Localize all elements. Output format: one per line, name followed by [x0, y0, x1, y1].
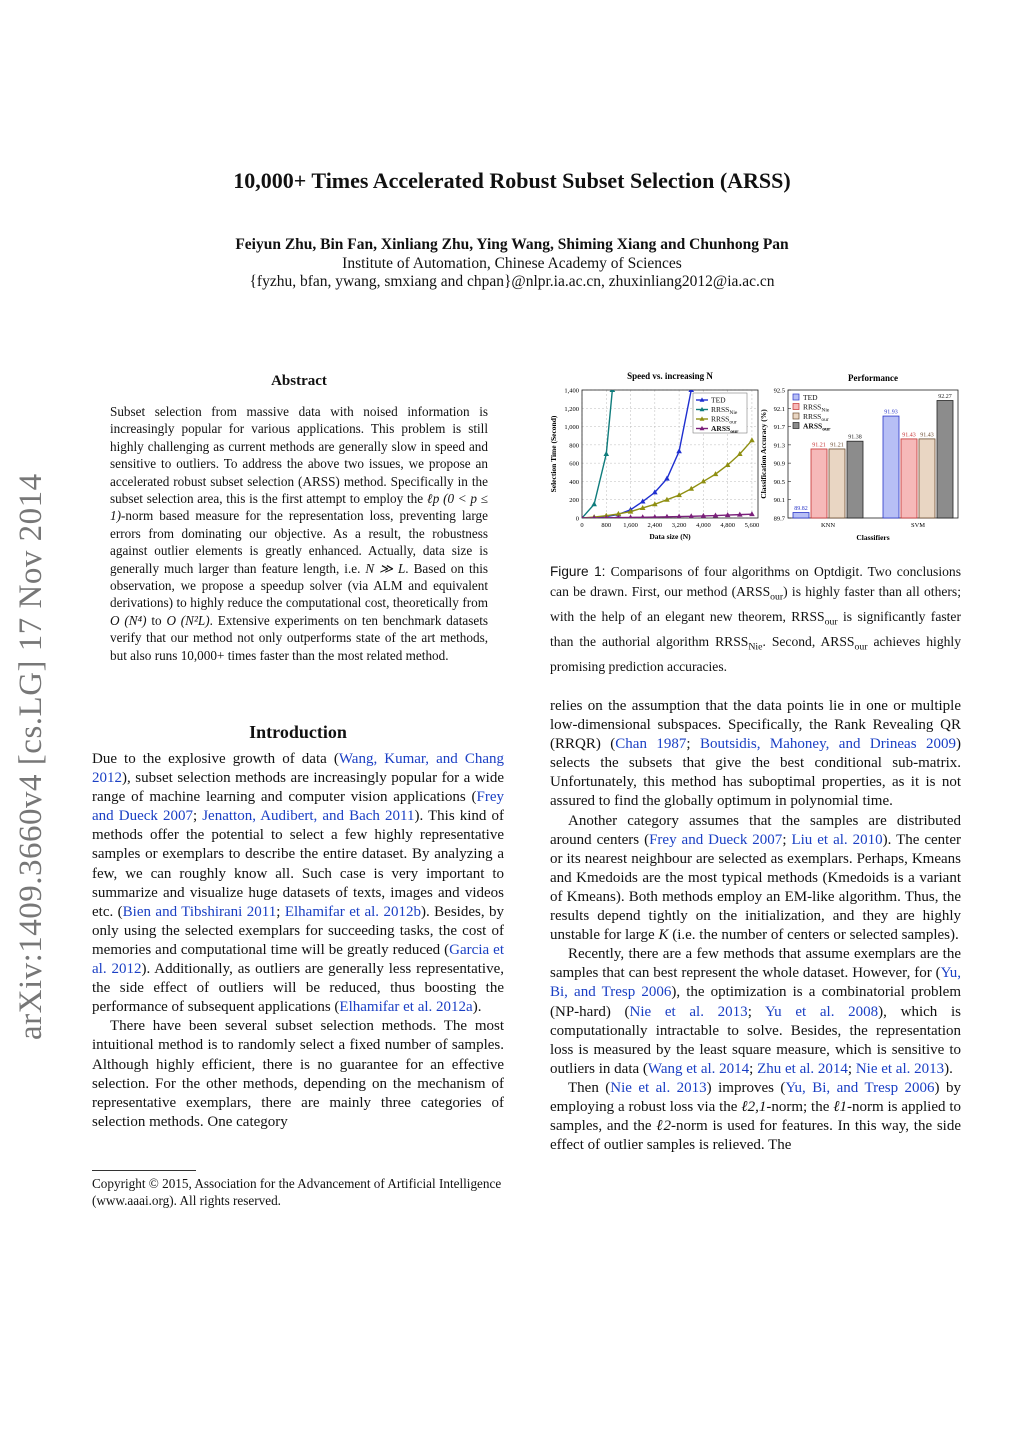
math-l1: ℓ1 — [833, 1098, 848, 1115]
citation-link[interactable]: Wang et al. 2014 — [647, 1060, 750, 1077]
introduction-heading: Introduction — [249, 722, 347, 742]
right-paragraph-1: relies on the assumption that the data points lie in one or multiple low-dimensional subspaces. Specifically, the Rank Revealing QR (RRQR) (Chan 1987; Boutsidis, Mahoney, and Drineas 2009) selects the subsets that give the best conditional sub-matrix. Unfortunately, this method has suboptimal properties, as it is not assured to find the globally optimum in polynomial time. — [550, 698, 961, 810]
right-column-body — [550, 697, 961, 1155]
citation-link[interactable]: Nie et al. 2013 — [855, 1060, 945, 1077]
right-paragraph-2: Another category assumes that the samples are distributed around centers (Frey and Dueck 2007; Liu et al. 2010). The center or its nearest neighbour are selected as exemplars. Perhaps, Kmeans and Kmedoids are the most typical methods (Kmedoids is a variant of Kmeans). Both methods employ an EM-like algorithm. Thus, the results depend tightly on the initialization, and they are highly unstable for large K (i.e. the number of centers or selected samples). — [550, 812, 962, 944]
bar-value-label: 91.21 — [812, 442, 826, 449]
legend-swatch — [793, 423, 799, 429]
introduction-body — [92, 750, 504, 1132]
legend-label: $ARSS_{our}$ — [711, 424, 739, 435]
x-tick-label: 2,400 — [647, 522, 663, 529]
y-axis-label: Selection Time (Second) — [549, 415, 558, 493]
intro-paragraph-2: There have been several subset selection methods. The most intuitional method is to randomly select a fixed number of samples. Although highly efficient, there is no guarantee for an effective selection. For the other methods, depending on the mechanism of representative exemplars, there are mainly three categories of selection methods. One category — [92, 1018, 504, 1130]
legend-label: $RRSS_{Nie}$ — [711, 405, 738, 416]
y-tick-label: 1,400 — [564, 387, 579, 395]
bar-value-label: 89.82 — [794, 506, 808, 513]
citation-link[interactable]: Yu, Bi, and Tresp 2006 — [785, 1079, 935, 1096]
citation-link[interactable]: Yu et al. 2008 — [765, 1003, 879, 1020]
x-category-label: SVM — [910, 522, 926, 529]
abstract-heading: Abstract — [271, 373, 327, 389]
y-tick-label: 92.5 — [773, 387, 785, 395]
bar — [811, 449, 827, 518]
bar-value-label: 91.38 — [848, 434, 862, 441]
math-lp: ℓp (0 < p ≤ 1) — [110, 491, 488, 524]
performance-bar-chart — [759, 373, 958, 542]
bar-value-label: 92.27 — [938, 394, 952, 401]
math-l2: ℓ2 — [656, 1118, 672, 1135]
y-tick-label: 600 — [569, 460, 579, 468]
x-tick-label: 800 — [601, 522, 612, 529]
legend-label: TED — [803, 393, 818, 402]
bar-value-label: 91.43 — [920, 432, 934, 439]
y-tick-label: 1,200 — [564, 405, 579, 413]
citation-link[interactable]: Nie et al. 2013 — [610, 1079, 707, 1096]
footnote-divider — [92, 1170, 196, 1171]
figure-1-caption: Figure 1: Comparisons of four algorithms on Optdigit. Two conclusions can be drawn. First, our method $(ARSS_{our})$ is highly faster than all others; with the help of an elegant new theorem, $RRSS_{our}$ is significantly faster than the authorial algorithm $RRSS_{Nie}$. Second, $ARSS_{our}$ achieves highly promising prediction accuracies. — [550, 564, 961, 675]
data-point — [591, 501, 597, 506]
y-tick-label: 200 — [569, 497, 579, 505]
legend-swatch — [793, 394, 799, 400]
intro-paragraph-1: Due to the explosive growth of data (Wang, Kumar, and Chang 2012), subset selection methods are increasingly popular for a wide range of machine learning and computer vision applications (Frey and Dueck 2007; Jenatton, Audibert, and Bach 2011). This kind of methods offer the potential to select a few highly representative samples or exemplars to describe the entire dataset. By analyzing a few, we can roughly know all. Such case is very important to summarize and visualize huge datasets of texts, images and videos etc. (Bien and Tibshirani 2011; Elhamifar et al. 2012b). Besides, by only using the selected exemplars for succeeding tasks, the cost of memories and computational time will be greatly reduced (Garcia et al. 2012). Additionally, as outliers are generally less representative, the side effect of outliers will be reduced, thus boosting the performance of subsequent applications (Elhamifar et al. 2012a). — [92, 751, 505, 1016]
x-axis-label: Data size (N) — [649, 532, 691, 541]
figure-label: Figure 1: — [550, 564, 606, 579]
legend-label: TED — [711, 395, 726, 405]
citation-link[interactable]: Chan 1987 — [615, 736, 687, 753]
y-tick-label: 400 — [569, 478, 579, 486]
right-paragraph-4: Then (Nie et al. 2013) improves (Yu, Bi, and Tresp 2006) by employing a robust loss via the ℓ2,1-norm; the ℓ1-norm is applied to samples, and the ℓ2-norm is used for features. In this way, the side effect of outlier samples is relieved. The — [550, 1079, 962, 1154]
speed-line-chart — [549, 371, 759, 541]
abstract-body: Subset selection from massive data with noised information is increasingly popular for various applications. This problem is still highly challenging as current methods are generally slow in speed and sensitive to outliers. To address the above two issues, we propose an accelerated robust subset selection (ARSS) method. Specifically in the subset selection area, this is the first attempt to employ the ℓp (0 < p ≤ 1)-norm based measure for the representation loss, preventing large errors from dominating our objective. As a result, the robustness against outlier elements is greatly enhanced. Actually, data size is generally much larger than feature length, i.e. N ≫ L. Based on this observation, we propose a speedup solver (via ALM and equivalent derivations) to highly reduce the computational cost, theoretically from O (N⁴) to O (N²L). Extensive experiments on ten benchmark datasets verify that our method not only outperforms state of the art methods, but also runs 10,000+ times faster than the most related method. — [110, 404, 488, 663]
y-tick-label: 1,000 — [564, 424, 579, 432]
y-tick-label: 91.3 — [773, 442, 785, 450]
affiliation: Institute of Automation, Chinese Academy of Sciences — [342, 255, 682, 272]
citation-link[interactable]: Nie et al. 2013 — [629, 1003, 748, 1020]
y-tick-label: 91.7 — [773, 424, 785, 432]
x-tick-label: 5,600 — [744, 522, 760, 529]
math-n-much-greater-l: N ≫ L — [365, 560, 406, 576]
data-point — [664, 476, 670, 481]
citation-link[interactable]: Jenatton, Audibert, and Bach 2011 — [202, 808, 415, 825]
y-tick-label: 89.7 — [773, 515, 785, 523]
copyright-footnote: Copyright © 2015, Association for the Advancement of Artificial Intelligence (www.aaai.org). All rights reserved. — [92, 1176, 502, 1208]
bar — [883, 416, 899, 518]
citation-link[interactable]: Garcia et al. 2012 — [92, 941, 505, 978]
legend-label: $ARSS_{our}$ — [803, 421, 831, 433]
citation-link[interactable]: Frey and Dueck 2007 — [92, 789, 504, 825]
bar — [793, 513, 809, 518]
data-point — [688, 387, 694, 392]
author-emails: {fyzhu, bfan, ywang, smxiang and chpan}@nlpr.ia.ac.cn, zhuxinliang2012@ia.ac.cn — [249, 273, 775, 290]
y-tick-label: 90.5 — [773, 478, 785, 486]
bar — [937, 401, 953, 518]
data-point — [603, 451, 609, 456]
y-tick-label: 0 — [575, 515, 579, 523]
bar — [847, 441, 863, 518]
bar-value-label: 91.43 — [902, 432, 916, 439]
math-big-o-n2l: O (N²L) — [166, 612, 210, 628]
y-tick-label: 800 — [569, 442, 579, 450]
series-line — [582, 390, 691, 518]
y-tick-label: 90.1 — [773, 497, 785, 505]
arxiv-identifier: arXiv:1409.3660v4 [cs.LG] 17 Nov 2014 — [13, 473, 49, 1040]
legend-swatch — [793, 404, 799, 410]
citation-link[interactable]: Elhamifar et al. 2012a — [339, 999, 473, 1016]
x-tick-label: 3,200 — [671, 522, 687, 529]
math-l21: ℓ2,1 — [741, 1098, 767, 1115]
citation-link[interactable]: Frey and Dueck 2007 — [649, 831, 783, 848]
x-category-label: KNN — [820, 522, 836, 529]
data-point — [610, 387, 616, 392]
y-tick-label: 92.1 — [773, 405, 785, 413]
x-tick-label: 4,000 — [696, 522, 711, 529]
paper-title: 10,000+ Times Accelerated Robust Subset Selection (ARSS) — [233, 168, 791, 193]
x-tick-label: 1,600 — [623, 522, 638, 529]
bar — [901, 439, 917, 518]
math-big-o-n4: O (N⁴) — [110, 612, 147, 628]
x-tick-label: 4,800 — [720, 522, 735, 529]
x-tick-label: 0 — [580, 522, 584, 529]
bar — [829, 449, 845, 518]
legend-label: $RRSS_{our}$ — [803, 412, 829, 423]
math-k: K — [658, 927, 669, 944]
legend-label: $RRSS_{Nie}$ — [803, 402, 830, 414]
citation-link[interactable]: Zhu et al. 2014 — [757, 1060, 848, 1077]
citation-link[interactable]: Elhamifar et al. 2012b — [284, 903, 421, 920]
citation-link[interactable]: Wang, Kumar, and Chang 2012 — [92, 751, 504, 787]
chart-title: Performance — [848, 373, 898, 383]
bar — [919, 439, 935, 518]
bar-value-label: 91.93 — [884, 409, 898, 416]
citation-link[interactable]: Yu, Bi, and Tresp 2006 — [550, 965, 961, 1001]
y-tick-label: 90.9 — [773, 460, 785, 468]
legend-label: $RRSS_{our}$ — [711, 414, 737, 426]
citation-link[interactable]: Liu et al. 2010 — [791, 831, 883, 848]
figure-1-charts — [548, 366, 968, 548]
y-axis-label: Classification Accuracy (%) — [759, 409, 768, 499]
chart-title: Speed vs. increasing N — [627, 371, 713, 381]
legend-swatch — [793, 413, 799, 419]
x-axis-label: Classifiers — [856, 533, 890, 542]
right-paragraph-3: Recently, there are a few methods that assume exemplars are the samples that can best represent the whole dataset. However, for (Yu, Bi, and Tresp 2006), the optimization is a combinatorial problem (NP-hard) (Nie et al. 2013; Yu et al. 2008), which is computationally intractable to solve. Besides, the representation loss is measured by the least square measure, which is sensitive to outliers in data (Wang et al. 2014; Zhu et al. 2014; Nie et al. 2013). — [550, 946, 961, 1077]
bar-value-label: 91.21 — [830, 442, 844, 449]
citation-link[interactable]: Bien and Tibshirani 2011 — [122, 903, 277, 920]
data-point — [676, 448, 682, 453]
citation-link[interactable]: Boutsidis, Mahoney, and Drineas 2009 — [700, 736, 956, 753]
author-list: Feiyun Zhu, Bin Fan, Xinliang Zhu, Ying Wang, Shiming Xiang and Chunhong Pan — [235, 236, 789, 253]
data-point — [749, 437, 755, 442]
